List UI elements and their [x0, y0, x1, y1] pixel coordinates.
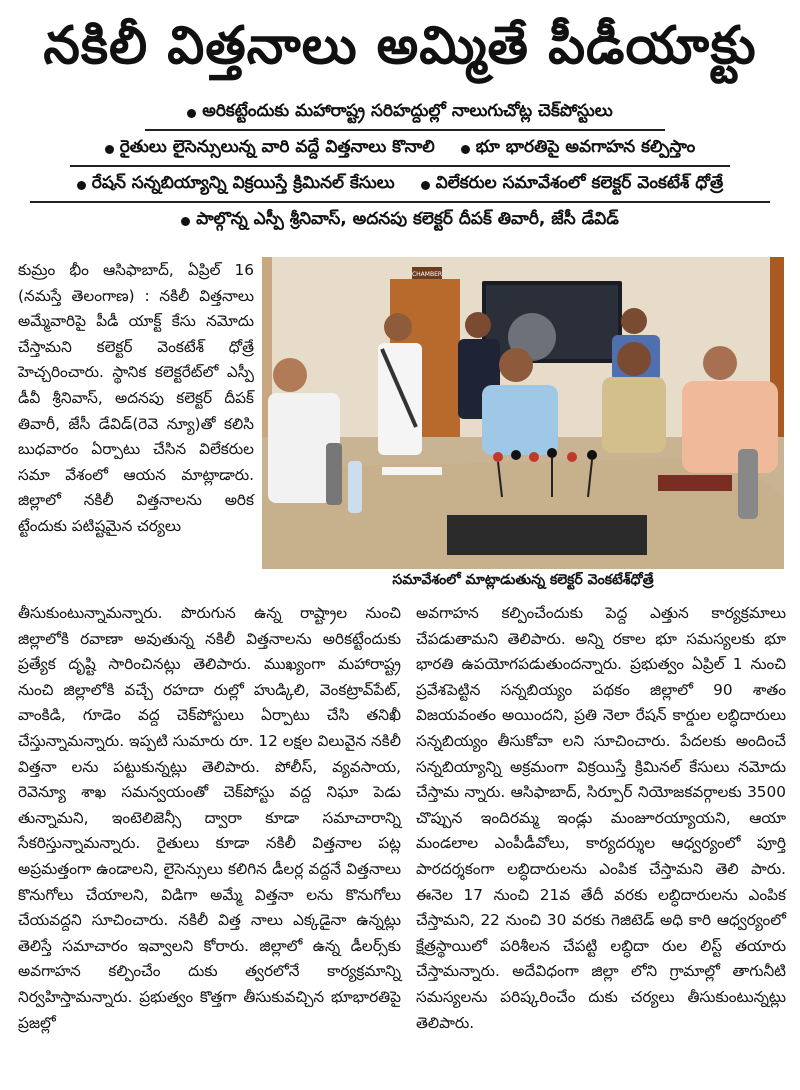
headline: నకిలీ విత్తనాలు అమ్మితే పీడీయాక్టు	[43, 16, 757, 76]
bullet-icon	[105, 145, 114, 154]
bullet-icon	[461, 145, 470, 154]
divider	[145, 129, 665, 131]
subheading: రేషన్ సన్నబియ్యాన్ని విక్రయిస్తే క్రిమినల్ కేసులు	[91, 173, 395, 193]
article-paragraph: తీసుకుంటున్నామన్నారు. పొరుగున ఉన్న రాష్ట్రాల నుంచి జిల్లాలోకి రవాణా అవుతున్న నకిలీ విత్తనాలను అరికట్టేందుకు ప్రత్యేక దృష్టి సారించినట్లు తెలిపారు. ముఖ్యంగా మహారాష్ట్ర నుంచి జిల్లాలోకి వచ్చే రహదా రుల్లో హుడ్కిలి, వెంకట్రావ్‌పేట్, వాంకిడి, గూడెం వద్ద చెక్‌పోస్టులు ఏర్పాటు చేసి తనిఖీ చేస్తున్నామన్నారు. ఇప్పటి సుమారు రూ. 12 లక్షల విలువైన నకిలీ విత్తనా లను పట్టుకున్నట్లు తెలిపారు. పోలీస్, వ్యవసాయ, రెవెన్యూ శాఖ సమన్వయంతో చెక్‌పోస్టు వద్ద నిఘా పెడు తున్నామని, ఇంటెలిజెన్సీ ద్వారా కూడా సమాచారాన్ని సేకరిస్తున్నామన్నారు. రైతులు కూడా నకిలీ విత్తనాల పట్ల అప్రమత్తంగా ఉండాలని, లైసెన్సులు కలిగిన డీలర్ల వద్దనే విత్తనాలు కొనుగోలు చేయాలని, విడిగా అమ్మే విత్తనా లను కొనుగోలు చేయవద్దని సూచించారు. నకిలీ విత్త నాలు ఎక్కడైనా ఉన్నట్లు తెలిస్తే సమాచారం ఇవ్వాలని కోరారు. జిల్లాలో ఉన్న డీలర్స్‌కు అవగాహన కల్పించేం దుకు త్వరలోనే కార్యక్రమాన్ని నిర్వహిస్తామన్నారు. ప్రభుత్వం కొత్తగా తీసుకువచ్చిన భూభారతిపై ప్రజల్లో	[18, 604, 401, 1032]
article-intro	[18, 258, 254, 540]
press-meet-photo	[262, 257, 784, 569]
subheading-row-4	[0, 208, 800, 234]
article-column-right	[416, 601, 786, 1036]
bullet-icon	[77, 181, 86, 190]
subheading: భూ భారతిపై అవగాహన కల్పిస్తాం	[475, 137, 696, 157]
bullet-icon	[421, 181, 430, 190]
bullet-icon	[187, 109, 196, 118]
subheading-row-2	[0, 136, 800, 162]
article-column-left	[18, 601, 401, 1036]
subheading: విలేకరుల సమావేశంలో కలెక్టర్ వెంకటేశ్ ధోత్రే	[435, 173, 724, 193]
bullet-icon	[181, 217, 190, 226]
subheading: అరికట్టేందుకు మహారాష్ట్ర సరిహద్దుల్లో నాలుగుచోట్ల చెక్‌పోస్టులు	[202, 101, 613, 121]
divider	[70, 165, 730, 167]
article-paragraph: అవగాహన కల్పించేందుకు పెద్ద ఎత్తున కార్యక్రమాలు చేపడుతామని తెలిపారు. అన్ని రకాల భూ సమస్యలకు భూ భారతి ఉపయోగపడుతుందన్నారు. ప్రభుత్వం ఏప్రిల్ 1 నుంచి ప్రవేశపెట్టిన సన్నబియ్యం పథకం జిల్లాలో 90 శాతం విజయవంతం అయిందని, ప్రతి నెలా రేషన్ కార్డుల లబ్ధిదారులు సన్నబియ్యం తీసుకోవా లని సూచించారు. పేదలకు అందించే సన్నబియ్యాన్ని అక్రమంగా విక్రయిస్తే క్రిమినల్ కేసులు నమోదు చేస్తామ న్నారు. ఆసిఫాబాద్, సిర్పూర్ నియోజకవర్గాలకు 3500 చొప్పున ఇందిరమ్మ ఇండ్లు మంజూరయ్యాయని, ఆయా మండలాల ఎంపీడీవోలు, కార్యదర్శుల ఆధ్వర్యంలో పూర్తి పారదర్శకంగా లబ్ధిదారులను ఎంపిక చేస్తామని తెలి పారు. ఈనెల 17 నుంచి 21వ తేదీ వరకు లబ్ధిదారులను ఎంపిక చేస్తామని, 22 నుంచి 30 వరకు గెజిటెడ్ అధి కారి ఆధ్వర్యంలో క్షేత్రస్థాయిలో పరిశీలన చేపట్టి లబ్ధిదా రుల లిస్ట్ తయారు చేస్తామన్నారు. అదేవిధంగా జిల్లా లోని గ్రామాల్లో తాగునీటి సమస్యలను పరిష్కరించేం దుకు చర్యలు తీసుకుంటున్నట్లు తెలిపారు.	[416, 604, 786, 1032]
wall-sign: CHAMBER	[411, 271, 443, 278]
subheading: రైతులు లైసెన్సులున్న వారి వద్దే విత్తనాలు కొనాలి	[119, 137, 435, 157]
article-paragraph: కుమ్రం భీం ఆసిఫాబాద్, ఏప్రిల్ 16 (నమస్తే తెలంగాణ) : నకిలీ విత్తనాలు అమ్మేవారిపై పీడీ యాక్ట్ కేసు నమోదు చేస్తామని కలెక్టర్ వెంకటేశ్ ధోత్రే హెచ్చరించారు. స్థానిక కలెక్టరేట్‌లో ఎస్పీ డీవీ శ్రీనివాస్, అదనపు కలెక్టర్ దీపక్ తివారీ, జేసీ డేవిడ్(రెవె న్యూ)తో కలిసి బుధవారం ఏర్పాటు చేసిన విలేకరుల సమా వేశంలో ఆయన మాట్లాడారు. జిల్లాలో నకిలీ విత్తనాలను అరిక ట్టేందుకు పటిష్టమైన చర్యలు	[18, 261, 254, 535]
subheading-row-3	[0, 172, 800, 198]
subheading: పాల్గొన్న ఎస్పీ శ్రీనివాస్, అదనపు కలెక్టర్ దీపక్ తివారీ, జేసీ డేవిడ్	[196, 209, 619, 229]
divider	[30, 201, 770, 203]
photo-caption: సమావేశంలో మాట్లాడుతున్న కలెక్టర్ వెంకటేశ్‌ధోత్రే	[392, 572, 654, 588]
subheading-row-1	[0, 100, 800, 126]
